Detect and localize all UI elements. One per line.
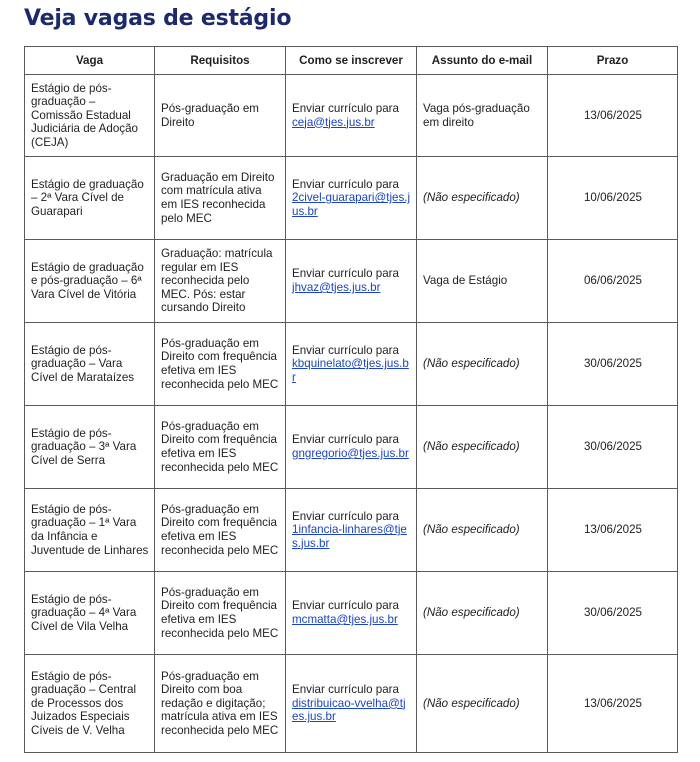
column-header-requisitos: Requisitos xyxy=(155,47,286,75)
vaga-cell: Estágio de pós-graduação – 1ª Vara da Infância e Juventude de Linhares xyxy=(25,489,155,572)
column-header-prazo: Prazo xyxy=(548,47,678,75)
vaga-cell: Estágio de pós-graduação – Comissão Estadual Judiciária de Adoção (CEJA) xyxy=(25,75,155,157)
requisitos-cell: Pós-graduação em Direito com boa redação e digitação; matrícula ativa em IES reconhecida pelo MEC xyxy=(155,655,286,753)
requisitos-cell: Pós-graduação em Direito com frequência efetiva em IES reconhecida pelo MEC xyxy=(155,572,286,655)
requisitos-cell: Pós-graduação em Direito com frequência efetiva em IES reconhecida pelo MEC xyxy=(155,406,286,489)
column-header-assunto: Assunto do e-mail xyxy=(417,47,548,75)
column-header-vaga: Vaga xyxy=(25,47,155,75)
prazo-cell: 30/06/2025 xyxy=(548,406,678,489)
inscricao-cell xyxy=(286,489,417,572)
email-link[interactable]: gngregorio@tjes.jus.br xyxy=(292,447,409,460)
table-row xyxy=(25,655,678,753)
requisitos-cell: Pós-graduação em Direito com frequência efetiva em IES reconhecida pelo MEC xyxy=(155,323,286,406)
inscricao-text: Enviar currículo para xyxy=(292,683,399,697)
prazo-cell: 30/06/2025 xyxy=(548,572,678,655)
vaga-cell: Estágio de graduação e pós-graduação – 6ª Vara Cível de Vitória xyxy=(25,240,155,323)
inscricao-text: Enviar currículo para xyxy=(292,267,399,281)
inscricao-cell xyxy=(286,75,417,157)
email-link[interactable]: distribuicao-vvelha@tjes.jus.br xyxy=(292,696,406,724)
inscricao-cell xyxy=(286,406,417,489)
prazo-cell: 13/06/2025 xyxy=(548,489,678,572)
inscricao-cell xyxy=(286,157,417,240)
table-row xyxy=(25,75,678,157)
prazo-cell: 30/06/2025 xyxy=(548,323,678,406)
assunto-cell: (Não especificado) xyxy=(417,489,548,572)
email-link[interactable]: 2civel-guarapari@tjes.jus.br xyxy=(292,191,411,218)
inscricao-text: Enviar currículo para xyxy=(292,343,399,357)
vaga-cell: Estágio de pós-graduação – Central de Processos dos Juizados Especiais Cíveis de V. Velha xyxy=(25,655,155,753)
assunto-cell: Vaga pós-graduação em direito xyxy=(417,75,548,157)
assunto-cell: Vaga de Estágio xyxy=(417,240,548,323)
prazo-cell: 13/06/2025 xyxy=(548,75,678,157)
prazo-cell: 10/06/2025 xyxy=(548,157,678,240)
email-link[interactable]: mcmatta@tjes.jus.br xyxy=(292,613,398,626)
table-row xyxy=(25,406,678,489)
vaga-cell: Estágio de pós-graduação – 3ª Vara Cível de Serra xyxy=(25,406,155,489)
column-header-inscricao: Como se inscrever xyxy=(286,47,417,75)
email-link[interactable]: kbquinelato@tjes.jus.br xyxy=(292,357,409,384)
requisitos-cell: Pós-graduação em Direito com frequência efetiva em IES reconhecida pelo MEC xyxy=(155,489,286,572)
vaga-cell: Estágio de pós-graduação – Vara Cível de Marataízes xyxy=(25,323,155,406)
assunto-cell: (Não especificado) xyxy=(417,323,548,406)
vaga-cell: Estágio de graduação – 2ª Vara Cível de Guarapari xyxy=(25,157,155,240)
assunto-cell: (Não especificado) xyxy=(417,406,548,489)
inscricao-text: Enviar currículo para xyxy=(292,599,399,613)
inscricao-cell xyxy=(286,323,417,406)
requisitos-cell: Pós-graduação em Direito xyxy=(155,75,286,157)
email-link[interactable]: 1infancia-linhares@tjes.jus.br xyxy=(292,523,407,550)
email-link[interactable]: jhvaz@tjes.jus.br xyxy=(292,281,381,294)
requisitos-cell: Graduação: matrícula regular em IES reconhecida pelo MEC. Pós: estar cursando Direito xyxy=(155,240,286,323)
table-row xyxy=(25,157,678,240)
prazo-cell: 13/06/2025 xyxy=(548,655,678,753)
table-row xyxy=(25,489,678,572)
vagas-table xyxy=(24,46,678,753)
page-title: Veja vagas de estágio xyxy=(24,6,292,31)
table-header-row xyxy=(25,47,678,75)
vaga-cell: Estágio de pós-graduação – 4ª Vara Cível de Vila Velha xyxy=(25,572,155,655)
inscricao-text: Enviar currículo para xyxy=(292,433,399,447)
inscricao-text: Enviar currículo para xyxy=(292,101,399,115)
assunto-cell: (Não especificado) xyxy=(417,655,548,753)
inscricao-cell xyxy=(286,240,417,323)
inscricao-text: Enviar currículo para xyxy=(292,177,399,191)
inscricao-text: Enviar currículo para xyxy=(292,509,399,523)
requisitos-cell: Graduação em Direito com matrícula ativa em IES reconhecida pelo MEC xyxy=(155,157,286,240)
table-row xyxy=(25,572,678,655)
table-row xyxy=(25,323,678,406)
prazo-cell: 06/06/2025 xyxy=(548,240,678,323)
inscricao-cell xyxy=(286,572,417,655)
email-link[interactable]: ceja@tjes.jus.br xyxy=(292,115,375,129)
assunto-cell: (Não especificado) xyxy=(417,572,548,655)
table-row xyxy=(25,240,678,323)
assunto-cell: (Não especificado) xyxy=(417,157,548,240)
inscricao-cell xyxy=(286,655,417,753)
